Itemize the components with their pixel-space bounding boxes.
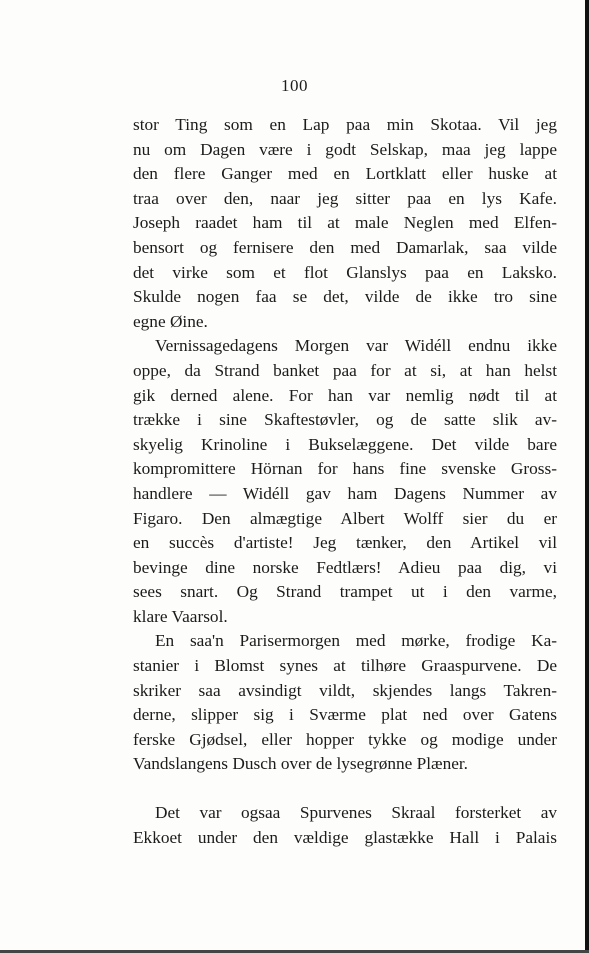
text-line: klare Vaarsol. bbox=[133, 606, 228, 626]
text-line: kompromittere Hörnan for hans fine svenske Gross- bbox=[133, 459, 557, 479]
text-line: Figaro. Den almægtige Albert Wolff sier du er bbox=[133, 508, 557, 528]
text-line: ferske Gjødsel, eller hopper tykke og modige under bbox=[133, 729, 557, 749]
text-line: skyelig Krinoline i Bukselæggene. Det vilde bare bbox=[133, 434, 557, 454]
section-gap bbox=[133, 777, 557, 801]
text-line: handlere — Widéll gav ham Dagens Nummer av bbox=[133, 483, 557, 503]
page-number: 100 bbox=[281, 76, 308, 95]
text-line: skriker saa avsindigt vildt, skjendes langs Takren- bbox=[133, 680, 557, 700]
text-line: derne, slipper sig i Sværme plat ned over Gatens bbox=[133, 705, 557, 725]
text-line: stanier i Blomst synes at tilhøre Graaspurvene. De bbox=[133, 656, 557, 676]
text-line: En saa'n Parisermorgen med mørke, frodige Ka- bbox=[155, 631, 557, 651]
text-line: sees snart. Og Strand trampet ut i den varme, bbox=[133, 582, 557, 602]
text-line: stor Ting som en Lap paa min Skotaa. Vil jeg bbox=[133, 115, 557, 134]
text-line: Vernissagedagens Morgen var Widéll endnu ikke bbox=[155, 336, 557, 356]
text-line: bevinge dine norske Fedtlærs! Adieu paa dig, vi bbox=[133, 557, 557, 577]
text-line: det virke som et flot Glanslys paa en Laksko. bbox=[133, 262, 557, 282]
text-line: nu om Dagen være i godt Selskap, maa jeg lappe bbox=[133, 139, 557, 159]
text-line: egne Øine. bbox=[133, 311, 208, 331]
text-line: oppe, da Strand banket paa for at si, at han helst bbox=[133, 360, 557, 380]
text-line: Joseph raadet ham til at male Neglen med Elfen- bbox=[133, 213, 557, 233]
text-line: Det var ogsaa Spurvenes Skraal forsterket av bbox=[155, 803, 557, 823]
body-text bbox=[133, 113, 557, 850]
text-line: en succès d'artiste! Jeg tænker, den Artikel vil bbox=[133, 533, 557, 553]
page-edge-shadow bbox=[585, 0, 589, 953]
text-line: traa over den, naar jeg sitter paa en lys Kafe. bbox=[133, 188, 557, 208]
text-line: Vandslangens Dusch over de lysegrønne Plæner. bbox=[133, 754, 468, 774]
text-line: bensort og fernisere den med Damarlak, saa vilde bbox=[133, 237, 557, 257]
text-line: Ekkoet under den vældige glastække Hall i Palais bbox=[133, 827, 557, 847]
text-line: trække i sine Skaftestøvler, og de satte slik av- bbox=[133, 410, 557, 430]
text-line: gik derned alene. For han var nemlig nødt til at bbox=[133, 385, 557, 405]
text-line: Skulde nogen faa se det, vilde de ikke tro sine bbox=[133, 287, 557, 307]
text-line: den flere Ganger med en Lortklatt eller huske at bbox=[133, 164, 557, 184]
